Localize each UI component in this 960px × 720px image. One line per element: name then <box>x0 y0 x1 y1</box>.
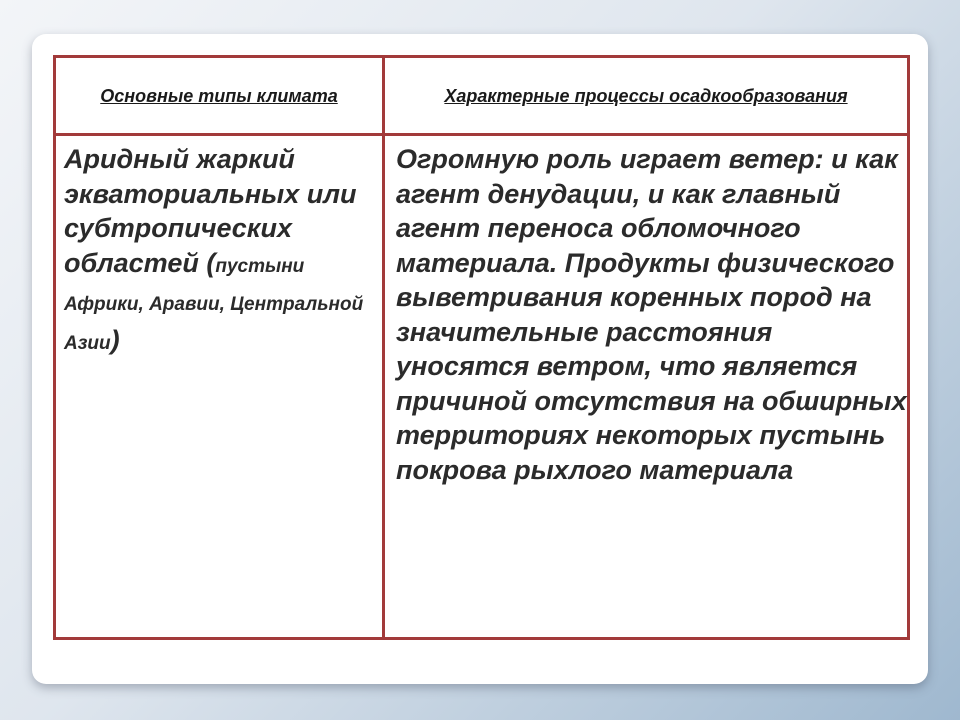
table-header-row <box>56 58 907 136</box>
header-climate-types: Основные типы климата <box>100 85 338 106</box>
climate-table <box>53 55 910 640</box>
climate-type-examples: пустыни Африки, Аравии, Центральной Азии <box>64 255 364 354</box>
climate-type-close-paren: ) <box>110 324 120 355</box>
slide <box>32 34 928 684</box>
header-precipitation-processes: Характерные процессы осадкообразования <box>444 85 848 106</box>
climate-type-cell <box>64 136 380 361</box>
column-divider <box>382 58 385 637</box>
climate-type-text: Аридный жаркий экваториальных или субтропических областей ( <box>64 144 357 278</box>
precipitation-process-cell: Огромную роль играет ветер: и как агент денудации, и как главный агент переноса обломочного материала. Продукты физического выветривания коренных пород на значительные расстояния уносятся ветром, что является причиной отсутствия на обширных территориях некоторых пустынь покрова рыхлого материала <box>396 144 907 485</box>
